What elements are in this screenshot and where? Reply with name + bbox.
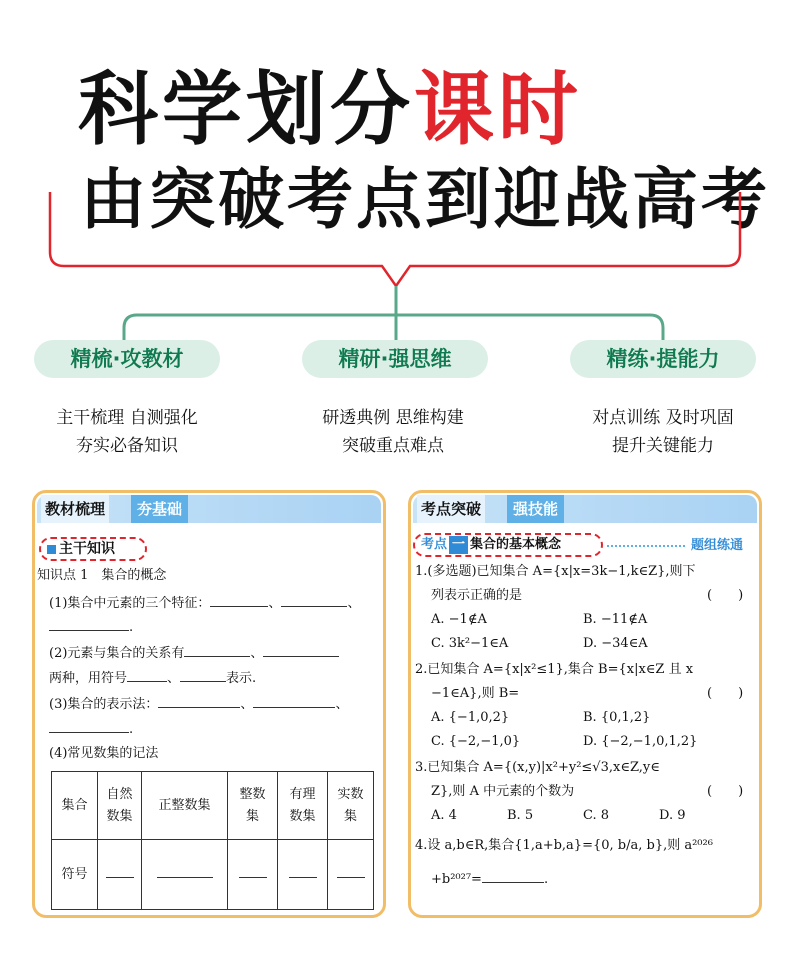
question-2-cont <box>49 668 256 688</box>
option[interactable]: A. −1∉A <box>431 612 487 627</box>
option[interactable]: D. 9 <box>659 808 686 823</box>
card-header-title: 考点突破 <box>417 495 485 523</box>
section-badge-label: 主干知识 <box>59 541 115 557</box>
headline-line2: 由突破考点到迎战高考 <box>80 161 770 238</box>
option[interactable]: A. {−1,0,2} <box>431 710 510 725</box>
exercise-1-line1: 1.(多选题)已知集合 A={x|x=3k−1,k∈Z},则下 <box>415 564 696 579</box>
sep: 、 <box>347 596 361 611</box>
answer-paren[interactable]: ( ) <box>707 588 744 603</box>
card-header <box>413 495 757 523</box>
pillar-desc-line: 夯实必备知识 <box>76 436 178 456</box>
pill-thinking: 精研·强思维 <box>302 340 488 378</box>
pillar-desc-line: 提升关键能力 <box>612 436 714 456</box>
q2-text-b: 两种，用符号 <box>49 671 128 686</box>
q2-text-d: 表示. <box>226 671 257 686</box>
card-header-tag: 强技能 <box>507 495 564 523</box>
sep: . <box>129 722 134 737</box>
answer-paren[interactable]: ( ) <box>707 686 744 701</box>
answer-blank[interactable] <box>158 694 240 708</box>
sep: 、 <box>335 697 349 712</box>
headline-red: 课时 <box>414 63 582 156</box>
knowledge-point-title: 知识点 1 集合的概念 <box>37 568 167 583</box>
card-header-title: 教材梳理 <box>41 495 109 523</box>
badge-title: 集合的基本概念 <box>470 537 562 552</box>
option[interactable]: B. −11∉A <box>583 612 648 627</box>
pillar-desc-line: 对点训练 及时巩固 <box>592 408 734 428</box>
textbook-review-card <box>32 490 386 918</box>
table-blank-cell[interactable] <box>278 840 328 910</box>
answer-blank[interactable] <box>210 593 268 607</box>
pillar-desc-line: 研透典例 思维构建 <box>322 408 464 428</box>
pillar-desc-2 <box>278 404 508 460</box>
q4-text: +b²⁰²⁷= <box>431 872 482 887</box>
question-4: (4)常见数集的记法 <box>49 746 159 761</box>
badge-number: 一 <box>449 536 468 554</box>
practice-link[interactable]: 题组练通 <box>691 538 744 553</box>
section-badge <box>47 540 115 558</box>
sep: 、 <box>268 596 282 611</box>
table-cell: 自然 数集 <box>98 772 142 840</box>
table-blank-cell[interactable] <box>142 840 228 910</box>
answer-paren[interactable]: ( ) <box>707 784 744 799</box>
option[interactable]: B. {0,1,2} <box>583 710 651 725</box>
question-3 <box>49 694 348 714</box>
pillar-desc-1 <box>12 404 242 460</box>
q1-text: (1)集合中元素的三个特征： <box>49 596 211 611</box>
table-blank-cell[interactable] <box>98 840 142 910</box>
answer-blank[interactable] <box>482 869 544 883</box>
q2-text: (2)元素与集合的关系有 <box>49 646 185 661</box>
headline-black: 科学划分 <box>78 63 414 156</box>
square-icon <box>47 545 56 554</box>
answer-blank[interactable] <box>180 668 226 682</box>
sep: . <box>129 620 134 635</box>
sep: . <box>543 872 549 887</box>
number-set-table <box>51 771 374 910</box>
pillar-desc-3 <box>548 404 778 460</box>
answer-blank[interactable] <box>184 643 250 657</box>
pillar-desc-line: 主干梳理 自测强化 <box>56 408 198 428</box>
dotted-leader <box>607 545 685 547</box>
table-cell: 集合 <box>52 772 98 840</box>
table-cell: 整数 集 <box>228 772 278 840</box>
option[interactable]: C. 8 <box>583 808 610 823</box>
answer-blank[interactable] <box>49 617 129 631</box>
sep: 、 <box>240 697 254 712</box>
badge-prefix: 考点 <box>421 537 448 552</box>
question-3-cont <box>49 719 133 739</box>
exercise-2-line1: 2.已知集合 A={x|x²≤1},集合 B={x|x∈Z 且 x <box>415 662 694 677</box>
sep: 、 <box>167 671 181 686</box>
table-header-row <box>52 772 374 840</box>
option[interactable]: B. 5 <box>507 808 534 823</box>
exercise-4-line2 <box>431 869 548 889</box>
sep: 、 <box>250 646 264 661</box>
table-blank-cell[interactable] <box>328 840 374 910</box>
option[interactable]: A. 4 <box>431 808 457 823</box>
answer-blank[interactable] <box>253 694 335 708</box>
exercise-2-line2: −1∈A},则 B= <box>431 686 520 701</box>
option[interactable]: D. −34∈A <box>583 636 648 651</box>
pill-textbook: 精梳·攻教材 <box>34 340 220 378</box>
question-1-cont <box>49 617 133 637</box>
answer-blank[interactable] <box>281 593 347 607</box>
q3-text: (3)集合的表示法： <box>49 697 159 712</box>
pill-ability: 精练·提能力 <box>570 340 756 378</box>
table-cell: 正整数集 <box>142 772 228 840</box>
card-header-tag: 夯基础 <box>131 495 188 523</box>
answer-blank[interactable] <box>49 719 129 733</box>
exercise-1-line2: 列表示正确的是 <box>431 588 523 603</box>
table-cell: 有理 数集 <box>278 772 328 840</box>
answer-blank[interactable] <box>263 643 339 657</box>
question-1 <box>49 593 360 613</box>
answer-blank[interactable] <box>127 668 167 682</box>
option[interactable]: C. 3k²−1∈A <box>431 636 509 651</box>
exercise-3-line1: 3.已知集合 A={(x,y)|x²+y²≤√3,x∈Z,y∈ <box>415 760 660 775</box>
pillar-desc-line: 突破重点难点 <box>342 436 444 456</box>
exercise-4-line1: 4.设 a,b∈R,集合{1,a+b,a}={0, b/a, b},则 a²⁰²⁶ <box>415 838 713 853</box>
table-row <box>52 840 374 910</box>
table-blank-cell[interactable] <box>228 840 278 910</box>
option[interactable]: C. {−2,−1,0} <box>431 734 521 749</box>
table-cell: 实数 集 <box>328 772 374 840</box>
table-cell: 符号 <box>52 840 98 910</box>
option[interactable]: D. {−2,−1,0,1,2} <box>583 734 698 749</box>
card-header <box>37 495 381 523</box>
question-2 <box>49 643 339 663</box>
exam-point-card <box>408 490 762 918</box>
topic-badge <box>421 536 561 554</box>
exercise-3-line2: Z},则 A 中元素的个数为 <box>431 784 575 799</box>
